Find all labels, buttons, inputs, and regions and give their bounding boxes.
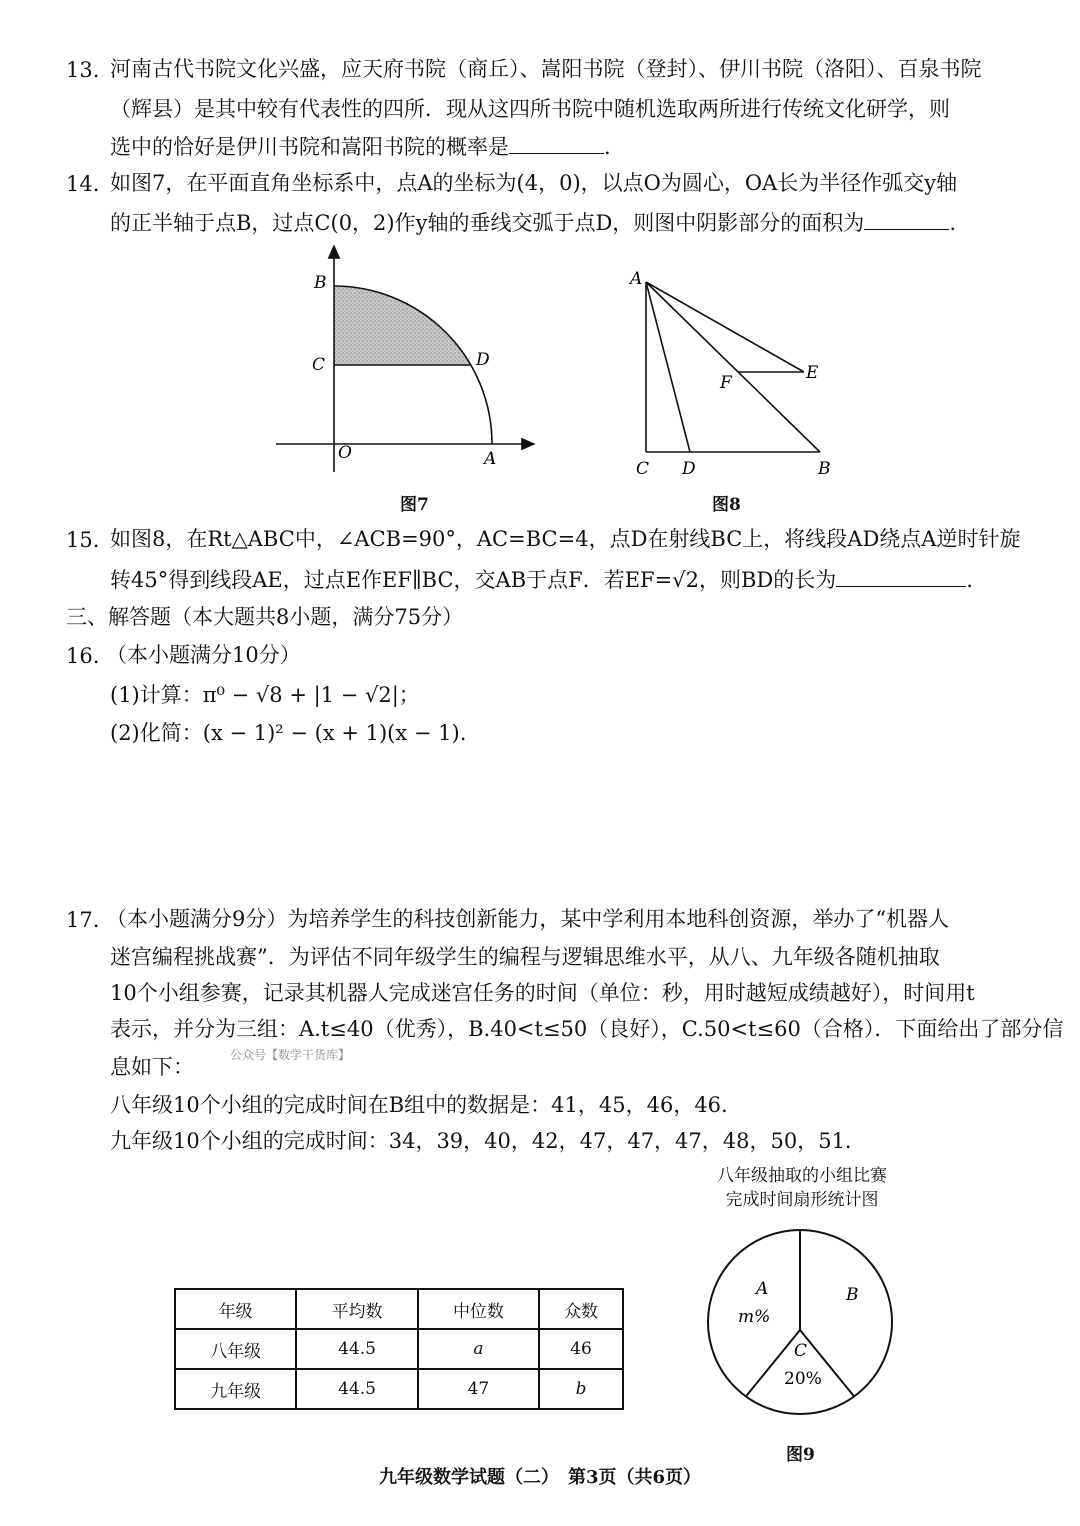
fig8-label-B: B — [818, 459, 831, 479]
table-cell: 47 — [418, 1369, 539, 1409]
q17-number: 17. — [66, 908, 100, 932]
pie-slice-label-C: C — [794, 1341, 808, 1361]
q15-end: . — [966, 568, 973, 592]
table-cell: 44.5 — [296, 1329, 417, 1369]
section-3-heading: 三、解答题（本大题共8小题，满分75分） — [66, 605, 464, 629]
q13-line3-text: 选中的恰好是伊川书院和嵩阳书院的概率是 — [110, 135, 509, 159]
q15-number: 15. — [66, 528, 100, 552]
fig7-label-C: C — [312, 355, 326, 375]
pie-title — [702, 1164, 902, 1212]
fig7-label-A: A — [484, 449, 497, 469]
segment-AD — [646, 282, 690, 452]
q13-answer-blank[interactable] — [509, 131, 604, 154]
q17-line2: 迷宫编程挑战赛”．为评估不同年级学生的编程与逻辑思维水平，从八、九年级各随机抽取 — [110, 945, 940, 969]
table-header-row — [175, 1289, 623, 1329]
q17-line6: 八年级10个小组的完成时间在B组中的数据是：41，45，46，46. — [110, 1093, 728, 1117]
q15-line1: 如图8，在Rt△ABC中，∠ACB=90°，AC=BC=4，点D在射线BC上，将线段AD绕点A逆时针旋 — [110, 527, 1021, 551]
q14-end: . — [949, 211, 956, 235]
table-row — [175, 1329, 623, 1369]
table-row — [175, 1369, 623, 1409]
table-cell: 44.5 — [296, 1369, 417, 1409]
q14-answer-blank[interactable] — [864, 207, 949, 230]
fig7-label-D: D — [476, 350, 490, 370]
watermark-text: 公众号【数学干货库】 — [230, 1048, 351, 1062]
q14-line1: 如图7，在平面直角坐标系中，点A的坐标为(4，0)，以点O为圆心，OA长为半径作弧交y轴 — [110, 171, 958, 195]
table-cell: 九年级 — [175, 1369, 296, 1409]
fig8-label-E: E — [806, 363, 819, 383]
fig8-label-D: D — [682, 459, 696, 479]
q15-line2-text: 转45°得到线段AE，过点E作EF∥BC，交AB于点F．若EF=√2，则BD的长为 — [110, 568, 837, 592]
table-cell: a — [418, 1329, 539, 1369]
q13-line3 — [110, 131, 611, 162]
q13-number: 13. — [66, 58, 100, 82]
table-cell: 八年级 — [175, 1329, 296, 1369]
fig7-label-B: B — [314, 273, 327, 293]
pie-slice-label-B: B — [846, 1285, 859, 1305]
q16-number: 16. — [66, 644, 100, 668]
table-header-cell: 年级 — [175, 1289, 296, 1329]
figure-8 — [620, 262, 850, 482]
pie-caption: 图9 — [786, 1445, 815, 1465]
table-header-cell: 众数 — [539, 1289, 623, 1329]
table-cell: b — [539, 1369, 623, 1409]
fig7-label-O: O — [338, 443, 352, 463]
q17-line5: 息如下： — [110, 1055, 194, 1079]
q17-line3: 10个小组参赛，记录其机器人完成迷宫任务的时间（单位：秒，用时越短成绩越好），时间用t — [110, 981, 975, 1005]
q17-line1: （本小题满分9分）为培养学生的科技创新能力，某中学利用本地科创资源，举办了“机器人 — [106, 907, 950, 931]
pie-slice-label-A: A — [756, 1279, 769, 1299]
q15-line2 — [110, 564, 973, 595]
q16-part2: (2)化简：(x − 1)² − (x + 1)(x − 1). — [110, 721, 467, 745]
q15-answer-blank[interactable] — [836, 564, 966, 587]
pie-chart — [700, 1222, 900, 1422]
fig8-label-C: C — [636, 459, 650, 479]
q16-heading: （本小题满分10分） — [106, 643, 301, 667]
q14-line2 — [110, 207, 956, 238]
q13-line2: （辉县）是其中较有代表性的四所．现从这四所书院中随机选取两所进行传统文化研学，则 — [110, 97, 950, 121]
table-cell: 46 — [539, 1329, 623, 1369]
pie-title-line2: 完成时间扇形统计图 — [725, 1190, 879, 1210]
table-header-cell: 平均数 — [296, 1289, 417, 1329]
fig8-label-F: F — [720, 373, 732, 393]
pie-title-line1: 八年级抽取的小组比赛 — [717, 1166, 887, 1186]
statistics-table — [174, 1288, 624, 1410]
q13-end: . — [604, 135, 611, 159]
q14-number: 14. — [66, 172, 100, 196]
q14-line2-text: 的正半轴于点B，过点C(0，2)作y轴的垂线交弧于点D，则图中阴影部分的面积为 — [110, 211, 865, 235]
table-header-cell: 中位数 — [418, 1289, 539, 1329]
page-footer: 九年级数学试题（二） 第3页（共6页） — [378, 1467, 702, 1488]
q16-part1: (1)计算：π⁰ − √8 + |1 − √2|； — [110, 683, 420, 707]
q17-line7: 九年级10个小组的完成时间：34，39，40，42，47，47，47，48，50，51. — [110, 1129, 852, 1153]
fig7-caption: 图7 — [400, 495, 429, 515]
q17-line4: 表示，并分为三组：A.t≤40（优秀），B.40<t≤50（良好），C.50<t≤60（合格）．下面给出了部分信 — [110, 1017, 1064, 1041]
pie-slice-value-A: m% — [738, 1307, 771, 1327]
fig8-label-A: A — [630, 269, 643, 289]
fig8-caption: 图8 — [712, 495, 741, 515]
figure-7 — [270, 240, 550, 480]
pie-slice-value-C: 20% — [784, 1369, 822, 1389]
shaded-region — [334, 286, 470, 365]
q13-line1: 河南古代书院文化兴盛，应天府书院（商丘）、嵩阳书院（登封）、伊川书院（洛阳）、百泉书院 — [110, 57, 982, 81]
